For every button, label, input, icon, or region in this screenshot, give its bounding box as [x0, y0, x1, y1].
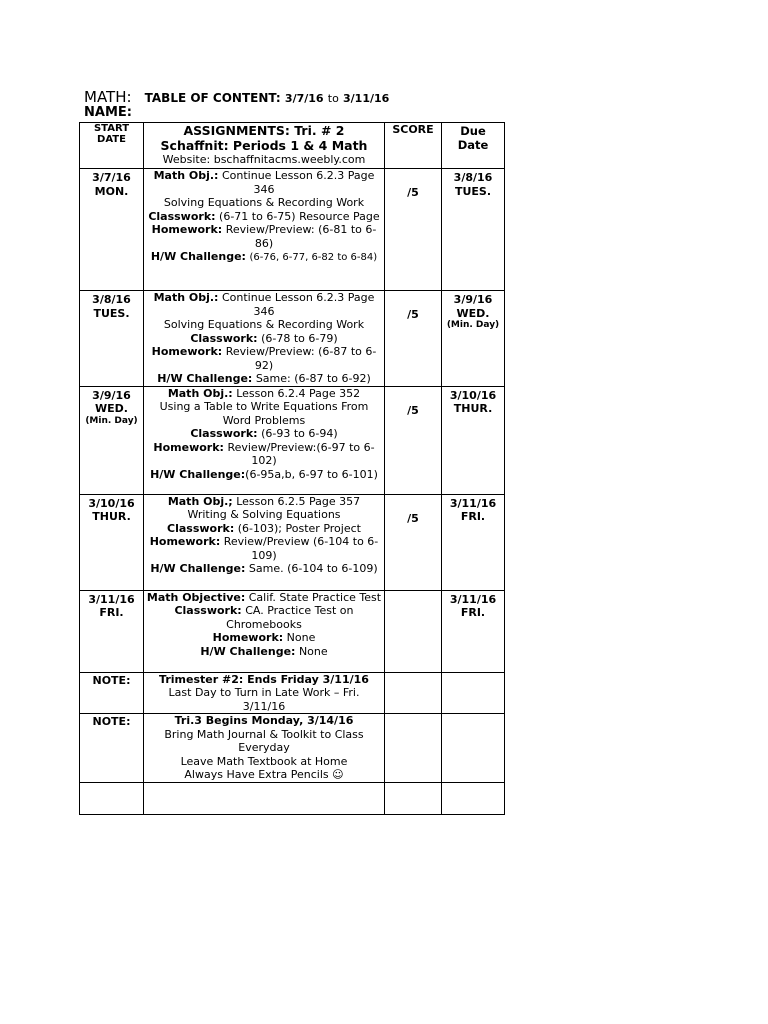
due-day: THUR.: [453, 402, 493, 415]
due-date-cell: [442, 714, 505, 783]
note-row: [80, 714, 505, 783]
empty-cell: [80, 783, 144, 815]
math-label: MATH:: [84, 88, 132, 106]
hw-challenge: H/W Challenge: Same. (6-104 to 6-109): [150, 562, 378, 575]
header-assignments-line1: ASSIGNMENTS: Tri. # 2: [183, 123, 345, 138]
table-row: [80, 494, 505, 590]
name-label: NAME:: [84, 105, 132, 120]
classwork: Classwork: (6-103); Poster Project: [167, 521, 361, 535]
note-title: Tri.3 Begins Monday, 3/14/16: [174, 714, 354, 727]
header-start-date: START DATE: [80, 123, 144, 169]
assignment-cell: [144, 494, 385, 590]
score-cell: [385, 590, 442, 672]
objective-detail: Writing & Solving Equations: [187, 508, 341, 521]
math-objective: Math Obj.: Continue Lesson 6.2.3 Page 346: [153, 169, 375, 196]
start-min-day: (Min. Day): [85, 415, 138, 426]
homework: Homework: Review/Preview:(6-97 to 6-102): [153, 440, 375, 467]
score-cell: /5: [385, 494, 442, 590]
note-line: Leave Math Textbook at Home: [180, 754, 348, 768]
homework: Homework: None: [212, 631, 316, 644]
note-cell: [144, 714, 385, 783]
due-day: FRI.: [460, 606, 486, 619]
start-day: MON.: [94, 184, 129, 198]
due-date-cell: [442, 672, 505, 714]
score-cell: /5: [385, 386, 442, 494]
table-header-row: [80, 123, 505, 169]
hw-challenge: H/W Challenge: None: [200, 644, 328, 658]
note-line: Always Have Extra Pencils ☺: [184, 768, 344, 781]
objective-detail: Solving Equations & Recording Work: [163, 196, 365, 209]
classwork: Classwork: CA. Practice Test on Chromebooks: [174, 604, 354, 631]
empty-row: [80, 783, 505, 815]
due-date: 3/10/16: [449, 388, 497, 402]
score-cell: /5: [385, 291, 442, 387]
math-objective: Math Obj.; Lesson 6.2.5 Page 357: [167, 494, 361, 508]
math-objective: Math Objective: Calif. State Practice Test: [146, 590, 382, 604]
toc-title: [145, 91, 390, 105]
start-day: FRI.: [99, 606, 124, 619]
due-date-cell: [442, 494, 505, 590]
start-date-cell: [80, 169, 144, 291]
assignment-cell: [144, 386, 385, 494]
start-day: TUES.: [93, 306, 130, 320]
start-date-cell: [80, 291, 144, 387]
header-due-date: Due Date: [442, 123, 505, 169]
homework: Homework: Review/Preview (6-104 to 6-109): [149, 535, 379, 562]
hw-challenge: H/W Challenge: (6-76, 6-77, 6-82 to 6-84): [150, 250, 378, 263]
start-date-cell: [80, 590, 144, 672]
homework: Homework: Review/Preview: (6-81 to 6-86): [151, 223, 377, 250]
score-cell: /5: [385, 169, 442, 291]
homework: Homework: Review/Preview: (6-87 to 6-92): [151, 345, 377, 372]
start-date: 3/8/16: [92, 293, 131, 306]
page-header: [84, 87, 504, 120]
due-date: 3/11/16: [449, 592, 497, 606]
math-objective: Math Obj.: Lesson 6.2.4 Page 352: [167, 386, 361, 400]
start-day: THUR.: [92, 510, 131, 523]
due-date: 3/9/16: [453, 293, 493, 306]
note-cell: [144, 672, 385, 714]
hw-challenge: H/W Challenge: Same: (6-87 to 6-92): [157, 372, 371, 385]
objective-detail: Using a Table to Write Equations From Word Problems: [159, 400, 369, 427]
start-date: 3/10/16: [88, 496, 135, 510]
due-date-cell: [442, 291, 505, 387]
due-min-day: (Min. Day): [446, 320, 500, 330]
score-cell: [385, 672, 442, 714]
note-title: Trimester #2: Ends Friday 3/11/16: [159, 672, 369, 686]
due-day: FRI.: [460, 510, 486, 523]
assignment-cell: [144, 291, 385, 387]
due-date-cell: [442, 590, 505, 672]
score-cell: [385, 714, 442, 783]
due-date: 3/8/16: [453, 171, 493, 184]
table-row: [80, 291, 505, 387]
toc-to-word: to: [327, 92, 339, 105]
empty-cell: [144, 783, 385, 815]
due-date: 3/11/16: [449, 496, 497, 510]
assignments-table: [79, 122, 505, 815]
empty-cell: [442, 783, 505, 815]
note-line: Last Day to Turn in Late Work – Fri. 3/11/16: [168, 686, 360, 713]
due-date-cell: [442, 169, 505, 291]
table-row: [80, 386, 505, 494]
due-day: WED.: [456, 306, 490, 320]
header-score: SCORE: [385, 123, 442, 169]
note-line: Bring Math Journal & Toolkit to Class Everyday: [164, 727, 364, 754]
start-date: 3/11/16: [88, 592, 135, 606]
table-row: [80, 590, 505, 672]
header-assignments-line2: Schaffnit: Periods 1 & 4 Math: [160, 138, 368, 153]
toc-date-to: 3/11/16: [343, 92, 390, 105]
start-date: 3/7/16: [92, 171, 131, 184]
toc-date-from: 3/7/16: [284, 92, 324, 105]
start-day: WED.: [95, 402, 128, 415]
toc-label: TABLE OF CONTENT:: [144, 91, 281, 105]
note-row: [80, 672, 505, 714]
start-date-cell: [80, 494, 144, 590]
objective-detail: Solving Equations & Recording Work: [163, 318, 365, 331]
classwork: Classwork: (6-78 to 6-79): [190, 331, 338, 345]
assignment-cell: [144, 590, 385, 672]
hw-challenge: H/W Challenge:(6-95a,b, 6-97 to 6-101): [150, 467, 378, 481]
note-label: NOTE:: [80, 714, 144, 783]
note-label: NOTE:: [80, 672, 144, 714]
due-day: TUES.: [454, 184, 492, 198]
math-objective: Math Obj.: Continue Lesson 6.2.3 Page 346: [153, 291, 375, 318]
due-date-cell: [442, 386, 505, 494]
classwork: Classwork: (6-93 to 6-94): [190, 427, 338, 440]
classwork: Classwork: (6-71 to 6-75) Resource Page: [148, 209, 380, 223]
start-date: 3/9/16: [92, 388, 131, 402]
start-date-cell: [80, 386, 144, 494]
table-row: [80, 169, 505, 291]
header-website: Website: bschaffnitacms.weebly.com: [162, 153, 366, 166]
assignment-cell: [144, 169, 385, 291]
empty-cell: [385, 783, 442, 815]
header-assignments: [144, 123, 385, 169]
